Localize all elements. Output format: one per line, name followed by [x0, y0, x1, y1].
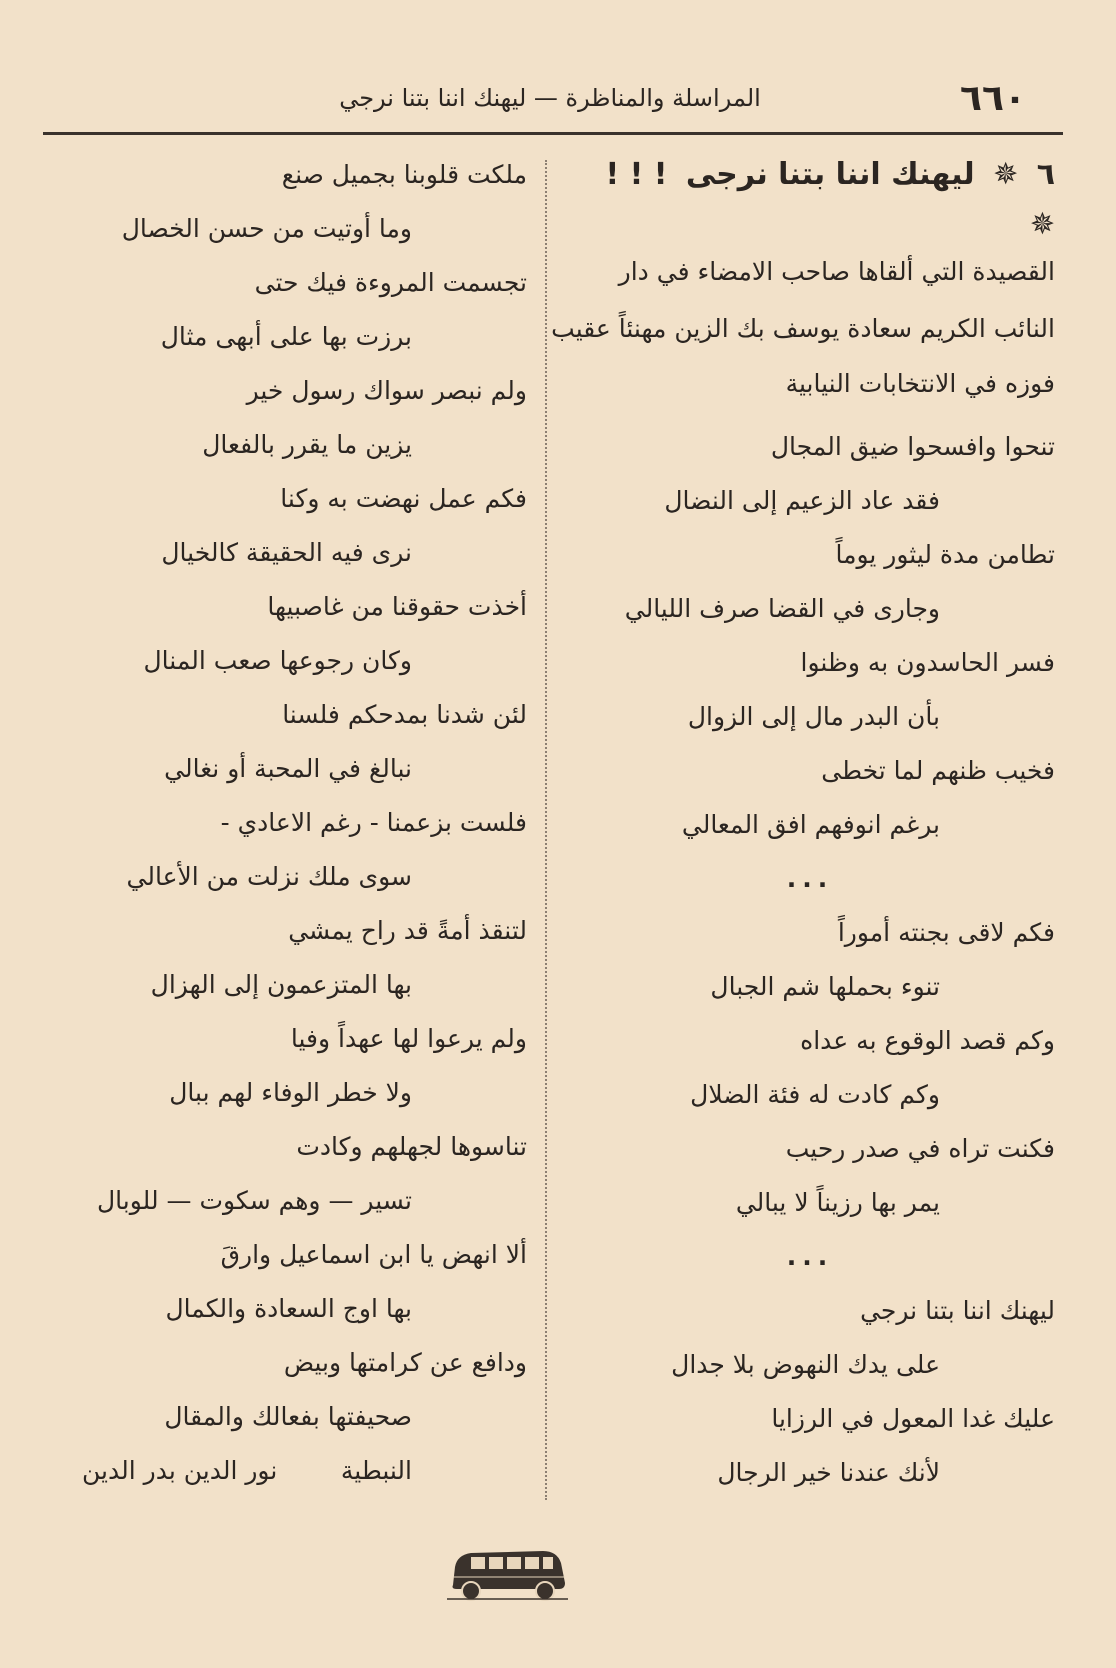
verse-first-hemistich: فسر الحاسدون به وظنوا — [800, 648, 1055, 677]
column-divider — [545, 160, 547, 1500]
top-rule — [43, 132, 1063, 135]
verse-first-hemistich: تجسمت المروءة فيك حتى — [254, 268, 527, 297]
verse-second-hemistich: سوى ملك نزلت من الأعالي — [126, 862, 412, 891]
intro-line: القصيدة التي ألقاها صاحب الامضاء في دار — [618, 257, 1055, 286]
verse-first-hemistich: عليك غدا المعول في الرزايا — [771, 1404, 1055, 1433]
verse-second-hemistich: يزين ما يقرر بالفعال — [202, 430, 412, 459]
verse-first-hemistich: فلست بزعمنا - رغم الاعادي - — [220, 808, 527, 837]
stanza-separator: ... — [786, 1242, 834, 1271]
verse-first-hemistich: ليهنك اننا بتنا نرجي — [860, 1296, 1055, 1325]
verse-second-hemistich: نرى فيه الحقيقة كالخيال — [161, 538, 412, 567]
verse-second-hemistich: وكان رجوعها صعب المنال — [143, 646, 412, 675]
verse-first-hemistich: أخذت حقوقنا من غاصبيها — [267, 592, 527, 621]
verse-first-hemistich: فكنت تراه في صدر رحيب — [785, 1134, 1055, 1163]
intro-line: النائب الكريم سعادة يوسف بك الزين مهنئاً عقيب — [551, 314, 1055, 343]
verse-first-hemistich: تناسوها لجهلهم وكادت — [296, 1132, 527, 1161]
verse-second-hemistich: صحيفتها بفعالك والمقال — [164, 1402, 412, 1431]
verse-second-hemistich: على يدك النهوض بلا جدال — [671, 1350, 940, 1379]
verse-second-hemistich: بأن البدر مال إلى الزوال — [687, 702, 940, 731]
verse-second-hemistich: وما أوتيت من حسن الخصال — [121, 214, 412, 243]
running-title: المراسلة والمناظرة — ليهنك اننا بتنا نرجي — [339, 84, 761, 112]
verse-second-hemistich: تنوء بحملها شم الجبال — [710, 972, 940, 1001]
article-exclamations: ! ! ! — [605, 157, 668, 192]
verse-second-hemistich: بها المتزعمون إلى الهزال — [150, 970, 412, 999]
verse-second-hemistich: وكم كادت له فئة الضلال — [690, 1080, 940, 1109]
verse-first-hemistich: لتنقذ أمةً قد راح يمشي — [288, 916, 527, 945]
verse-second-hemistich: ولا خطر الوفاء لهم ببال — [169, 1078, 412, 1107]
verse-first-hemistich: ألا انهض يا ابن اسماعيل وارقَ — [220, 1240, 527, 1269]
stanza-separator: ... — [786, 864, 834, 893]
verse-first-hemistich: فكم لاقى بجنته أموراً — [837, 918, 1055, 947]
verse-second-hemistich: وجارى في القضا صرف الليالي — [624, 594, 940, 623]
verse-second-hemistich: برغم انوفهم افق المعالي — [681, 810, 940, 839]
verse-first-hemistich: ولم يرعوا لها عهداً وفيا — [290, 1024, 527, 1053]
page-number: ٦٦٠ — [960, 78, 1026, 119]
intro-line: فوزه في الانتخابات النيابية — [785, 369, 1055, 398]
verse-second-hemistich: فقد عاد الزعيم إلى النضال — [664, 486, 940, 515]
verse-first-hemistich: لئن شدنا بمدحكم فلسنا — [282, 700, 527, 729]
verse-first-hemistich: وكم قصد الوقوع به عداه — [800, 1026, 1055, 1055]
signature — [62, 1449, 527, 1493]
verse-second-hemistich: برزت بها على أبهى مثال — [160, 322, 412, 351]
verse-second-hemistich: تسير — وهم سكوت — للوبال — [97, 1186, 412, 1215]
verse-first-hemistich: تطامن مدة ليثور يوماً — [835, 540, 1055, 569]
verse-first-hemistich: ولم نبصر سواك رسول خير — [246, 376, 527, 405]
signature-place: النبطية — [340, 1456, 412, 1485]
star-ornament-icon: ✵ — [1029, 207, 1055, 242]
article-number: ٦ — [1036, 157, 1055, 192]
article-heading — [565, 150, 1055, 242]
star-ornament-icon: ✵ — [993, 157, 1019, 192]
signature-author: نور الدين بدر الدين — [82, 1456, 278, 1485]
verse-second-hemistich: نبالغ في المحبة أو نغالي — [164, 754, 412, 783]
verse-first-hemistich: فخيب ظنهم لما تخطى — [821, 756, 1055, 785]
vintage-car-icon — [445, 1545, 570, 1605]
verse-first-hemistich: فكم عمل نهضت به وكنا — [280, 484, 527, 513]
verse-first-hemistich: ملكت قلوبنا بجميل صنع — [281, 160, 527, 189]
verse-first-hemistich: تنحوا وافسحوا ضيق المجال — [770, 432, 1055, 461]
verse-second-hemistich: لأنك عندنا خير الرجال — [717, 1458, 940, 1487]
verse-second-hemistich: بها اوج السعادة والكمال — [165, 1294, 412, 1323]
verse-second-hemistich: يمر بها رزيناً لا يبالي — [735, 1188, 940, 1217]
article-title: ليهنك اننا بتنا نرجى — [685, 157, 975, 192]
verse-first-hemistich: ودافع عن كرامتها وبيض — [283, 1348, 527, 1377]
